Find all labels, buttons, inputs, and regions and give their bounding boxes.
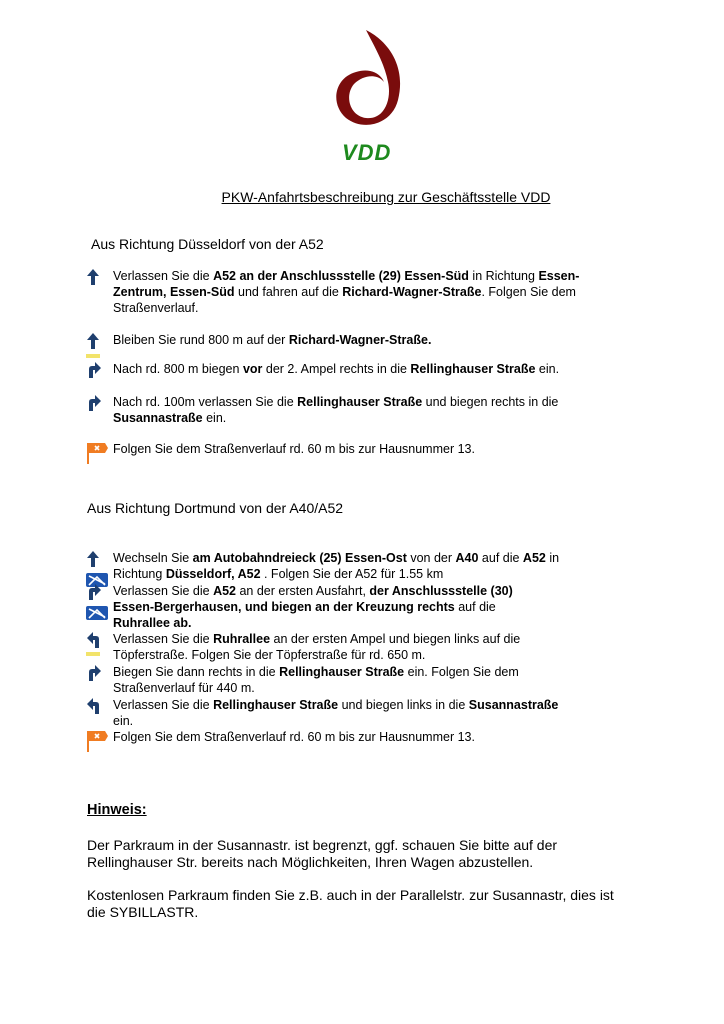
step-text-part: Düsseldorf, A52 — [165, 567, 261, 581]
step-text-part: an der ersten Ampel und biegen links auf die Töpferstraße. Folgen Sie der Töpferstraße für rd. 650 m. — [113, 632, 521, 662]
step-text-part: ein. — [535, 362, 560, 376]
step-text-part: von der — [406, 551, 456, 565]
page-title: PKW-Anfahrtsbeschreibung zur Geschäftsstelle VDD — [221, 189, 551, 205]
s2-step4-icon-wrap — [86, 664, 108, 687]
step-text-part: Folgen Sie dem Straßenverlauf rd. 60 m bis zur Hausnummer 13. — [113, 442, 475, 456]
step-text-part: Verlassen Sie die — [113, 269, 214, 283]
s2-step2-text — [113, 583, 543, 631]
turn-right-icon — [86, 361, 108, 384]
hint-heading: Hinweis: — [87, 802, 147, 818]
vdd-logo — [330, 28, 410, 168]
step-text-part: auf die — [478, 551, 523, 565]
step-text-part: der 2. Ampel rechts in die — [262, 362, 411, 376]
step-text-part: Susannastraße — [468, 698, 559, 712]
s1-step4-icon-wrap — [86, 394, 108, 417]
step-text-part: Rellinghauser Straße — [297, 395, 423, 409]
s1-step5-icon-wrap — [86, 441, 108, 470]
s1-step1-text — [113, 268, 623, 316]
exit-right-icon — [86, 583, 108, 606]
step-text-part: und biegen links in die — [338, 698, 469, 712]
straight-arrow-icon — [86, 550, 108, 573]
step-text-part: Nach rd. 100m verlassen Sie die — [113, 395, 298, 409]
step-text-part: A52 — [213, 584, 236, 598]
s1-step5-text — [113, 441, 623, 457]
step-text-part: Susannastraße — [113, 411, 203, 425]
step-text-part: A52 — [522, 551, 546, 565]
step-text-part: Richard-Wagner-Straße. — [288, 333, 432, 347]
vdd-swirl-icon — [330, 28, 410, 140]
step-text-part: ein. — [113, 714, 134, 728]
s1-step2-text — [113, 332, 623, 348]
s2-step5-text — [113, 697, 563, 729]
step-text-part: Bleiben Sie rund 800 m auf der — [113, 333, 289, 347]
step-text-part: ein. Folgen Sie dem Straßenverlauf für 440 m. — [113, 665, 519, 695]
s2-step3-text — [113, 631, 563, 663]
step-text-part: und biegen rechts in die — [422, 395, 559, 409]
s1-step4-text — [113, 394, 623, 426]
divider-mark — [86, 354, 100, 358]
turn-left-icon — [86, 631, 108, 654]
step-text-part: Ruhrallee ab. — [113, 616, 192, 630]
step-text-part: Folgen Sie dem Straßenverlauf rd. 60 m bis zur Hausnummer 13. — [113, 730, 475, 744]
step-text-part: Rellinghauser Straße — [279, 665, 405, 679]
s1-step1-icon-wrap — [86, 268, 108, 291]
s1-step3-icon-wrap — [86, 361, 108, 384]
s2-step3-icon-wrap — [86, 631, 108, 654]
step-text-part: Rellinghauser Straße — [213, 698, 339, 712]
step-text-part: am Autobahndreieck (25) Essen-Ost — [192, 551, 407, 565]
s1-step2-icon-wrap — [86, 332, 108, 355]
logo-text: VDD — [342, 140, 392, 165]
step-text-part: in Richtung — [468, 269, 539, 283]
step-text-part: an der ersten Ausfahrt, — [236, 584, 370, 598]
turn-left-icon — [86, 697, 108, 720]
step-text-part: . Folgen Sie der A52 für 1.55 km — [260, 567, 444, 581]
step-text-part: in Richtung — [113, 551, 560, 581]
step-text-part: Richard-Wagner-Straße — [342, 285, 482, 299]
motorway-sign-icon — [86, 606, 108, 625]
turn-right-icon — [86, 394, 108, 417]
step-text-part: auf die — [454, 600, 496, 614]
step-text-part: . Folgen Sie dem Straßenverlauf. — [113, 285, 576, 315]
step-text-part: Wechseln Sie — [113, 551, 193, 565]
step-text-part: und fahren auf die — [234, 285, 343, 299]
s2-step4-text — [113, 664, 563, 696]
step-text-part: Ruhrallee — [213, 632, 271, 646]
straight-arrow-icon — [86, 268, 108, 291]
destination-flag-icon — [86, 441, 108, 470]
step-text-part: Biegen Sie dann rechts in die — [113, 665, 280, 679]
section1-heading: Aus Richtung Düsseldorf von der A52 — [91, 236, 324, 252]
step-text-part: vor — [242, 362, 263, 376]
section2-heading: Aus Richtung Dortmund von der A40/A52 — [87, 500, 344, 516]
step-text-part: Rellinghauser Straße — [410, 362, 536, 376]
step-text-part: Verlassen Sie die — [113, 584, 214, 598]
divider-mark — [86, 652, 100, 656]
step-text-part: der Anschlussstelle (30) Essen-Bergerhausen, und biegen an der Kreuzung rechts — [113, 584, 513, 614]
s1-step3-text — [113, 361, 623, 377]
step-text-part: A52 an der Anschlussstelle (29) Essen-Süd — [213, 269, 469, 283]
s2-step6-text — [113, 729, 563, 745]
straight-arrow-icon — [86, 332, 108, 355]
step-text-part: ein. — [202, 411, 227, 425]
step-text-part: A40 — [455, 551, 479, 565]
turn-right-icon — [86, 664, 108, 687]
step-text-part: Verlassen Sie die — [113, 632, 214, 646]
s2-step1-text — [113, 550, 583, 582]
hint-paragraph-2: Kostenlosen Parkraum finden Sie z.B. auch in der Parallelstr. zur Susannastr, dies ist die SYBILLASTR. — [87, 887, 614, 920]
s2-step5-icon-wrap — [86, 697, 108, 720]
step-text-part: Verlassen Sie die — [113, 698, 214, 712]
step-text-part: Nach rd. 800 m biegen — [113, 362, 243, 376]
destination-flag-icon — [86, 729, 108, 758]
step-text-part: Essen-Zentrum, Essen-Süd — [113, 269, 580, 299]
s2-step2-icon-wrap — [86, 583, 108, 625]
hint-paragraph-1: Der Parkraum in der Susannastr. ist begrenzt, ggf. schauen Sie bitte auf der Rellinghauser Str. bereits nach Möglichkeiten, Ihren Wagen abzustellen. — [87, 837, 558, 870]
s2-step6-icon-wrap — [86, 729, 108, 758]
